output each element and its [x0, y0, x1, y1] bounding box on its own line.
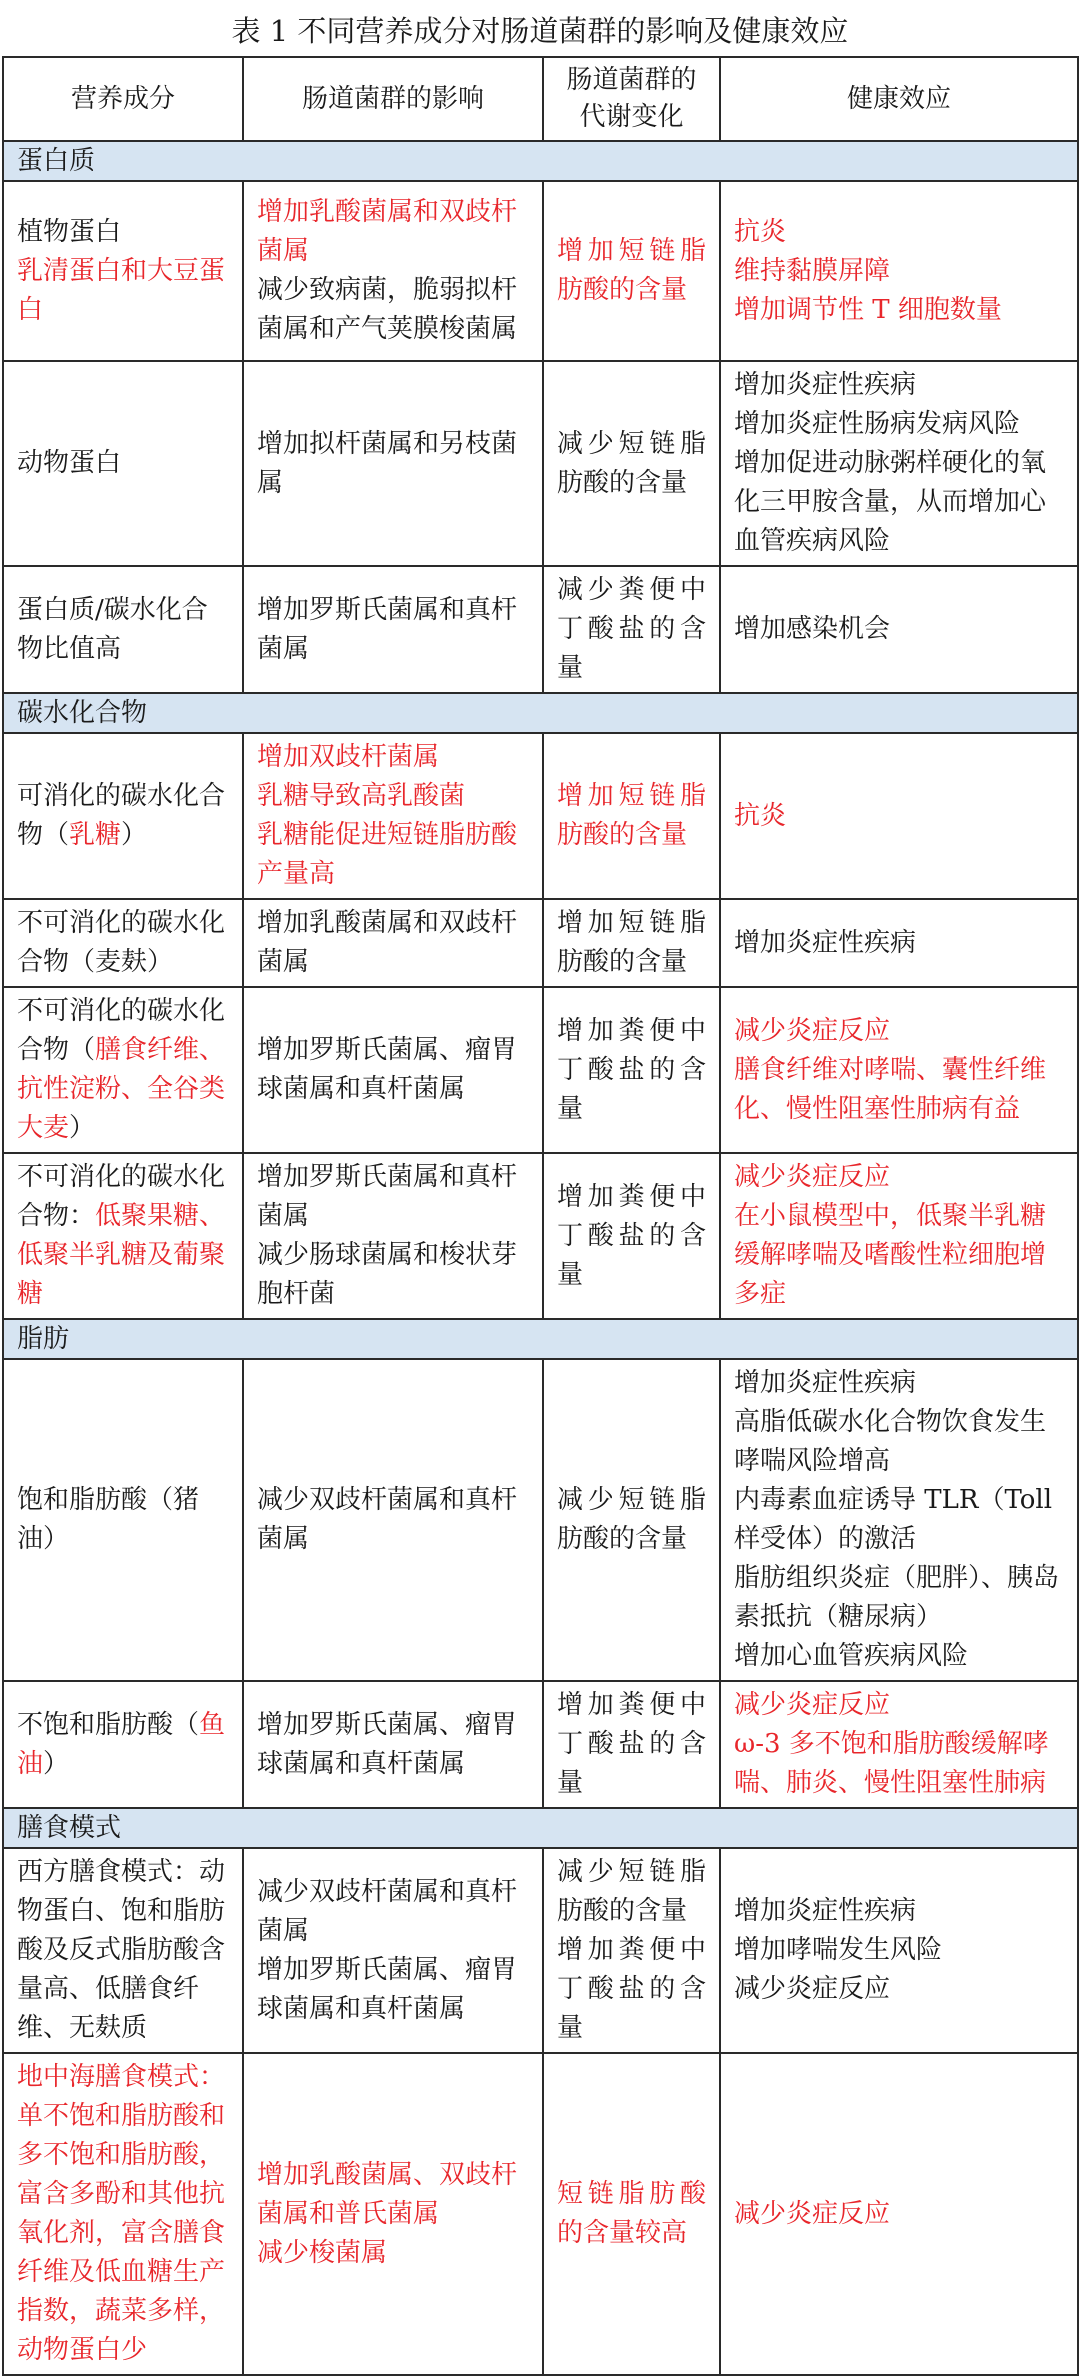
- cell-text: 减少双歧杆菌属和真杆菌属: [257, 1876, 518, 1946]
- section-title: 膳食模式: [3, 1808, 1078, 1848]
- cell-text: ）: [69, 1113, 96, 1143]
- cell-flora-effect: [243, 899, 543, 987]
- cell-text: 减少炎症反应: [734, 1015, 891, 1046]
- cell-text: 增加罗斯氏菌属、瘤胃球菌属和真杆菌属: [257, 1954, 518, 2024]
- cell-health-effect: [720, 361, 1078, 566]
- section-title: 蛋白质: [3, 141, 1078, 181]
- cell-flora-effect: [243, 181, 543, 361]
- cell-nutrient: [3, 181, 243, 361]
- cell-nutrient: [3, 1153, 243, 1319]
- cell-text: 低聚果糖、低聚半乳糖及葡聚糖: [17, 1201, 226, 1309]
- cell-text: 膳食纤维、抗性淀粉、全谷类大麦: [17, 1035, 226, 1143]
- table-row: [3, 733, 1078, 899]
- nutrition-table: [2, 56, 1079, 2376]
- cell-text: 不饱和脂肪酸（: [17, 1709, 200, 1740]
- cell-text: 增加乳酸菌属、双歧杆菌属和普氏菌属: [257, 2159, 518, 2229]
- table-caption: 表 1 不同营养成分对肠道菌群的影响及健康效应: [231, 14, 849, 48]
- cell-text: 动物蛋白: [17, 448, 122, 478]
- section-row: [3, 1319, 1078, 1359]
- header-flora-effect: 肠道菌群的影响: [243, 57, 543, 141]
- header-metabolic-change: 肠道菌群的 代谢变化: [543, 57, 720, 141]
- cell-nutrient: [3, 1681, 243, 1808]
- section-row: [3, 1808, 1078, 1848]
- table-row: [3, 2053, 1078, 2375]
- section-row: [3, 141, 1078, 181]
- cell-text: 增加哮喘发生风险: [734, 1935, 943, 1965]
- cell-text: 减少炎症反应: [734, 2198, 891, 2229]
- cell-flora-effect: [243, 1153, 543, 1319]
- cell-health-effect: [720, 2053, 1078, 2375]
- cell-text: 减少短链脂肪酸的含量: [557, 1857, 706, 1926]
- cell-nutrient: [3, 2053, 243, 2375]
- cell-health-effect: [720, 1153, 1078, 1319]
- cell-text: ）: [43, 1748, 70, 1779]
- cell-text: 乳糖能促进短链脂肪酸产量高: [257, 820, 518, 889]
- cell-metabolic-change: [543, 181, 720, 361]
- cell-text: 植物蛋白: [17, 216, 122, 247]
- cell-text: 增加炎症性疾病: [734, 370, 917, 400]
- cell-text: 增加心血管疾病风险: [734, 1641, 969, 1671]
- cell-text: 增加乳酸菌属和双歧杆菌属: [257, 908, 518, 977]
- cell-text: 增加短链脂肪酸的含量: [557, 781, 706, 850]
- cell-text: 鱼油: [17, 1709, 226, 1779]
- cell-text: 在小鼠模型中，低聚半乳糖缓解哮喘及嗜酸性粒细胞增多症: [734, 1201, 1047, 1309]
- cell-health-effect: [720, 733, 1078, 899]
- cell-text: 维持黏膜屏障: [734, 255, 891, 286]
- cell-text: 增加乳酸菌属和双歧杆菌属: [257, 197, 518, 266]
- table-row: [3, 1848, 1078, 2053]
- cell-text: 增加调节性 T 细胞数量: [734, 294, 1002, 325]
- cell-text: 减少粪便中丁酸盐的含量: [557, 575, 706, 683]
- cell-text: 增加粪便中丁酸盐的含量: [557, 1690, 706, 1798]
- cell-text: 蛋白质/碳水化合物比值高: [17, 594, 208, 664]
- cell-metabolic-change: [543, 899, 720, 987]
- cell-text: 不可消化的碳水化合物：: [17, 1162, 226, 1231]
- cell-text: 可消化的碳水化合物（: [17, 781, 226, 850]
- cell-metabolic-change: [543, 1153, 720, 1319]
- cell-flora-effect: [243, 361, 543, 566]
- cell-metabolic-change: [543, 1359, 720, 1681]
- cell-text: 减少肠球菌属和梭状芽胞杆菌: [257, 1240, 518, 1309]
- cell-text: 增加炎症性疾病: [734, 927, 917, 958]
- cell-text: 短链脂肪酸的含量较高: [557, 2179, 706, 2248]
- table-row: [3, 987, 1078, 1153]
- cell-health-effect: [720, 1681, 1078, 1808]
- cell-text: 增加促进动脉粥样硬化的氧化三甲胺含量，从而增加心血管疾病风险: [734, 448, 1047, 556]
- cell-text: 减少短链脂肪酸的含量: [557, 428, 706, 498]
- cell-flora-effect: [243, 987, 543, 1153]
- cell-nutrient: [3, 1359, 243, 1681]
- cell-text: 减少致病菌，脆弱拟杆菌属和产气荚膜梭菌属: [257, 275, 518, 344]
- cell-nutrient: [3, 899, 243, 987]
- header-health-effect: 健康效应: [720, 57, 1078, 141]
- cell-text: 乳糖导致高乳酸菌: [257, 781, 466, 811]
- cell-text: 增加短链脂肪酸的含量: [557, 908, 706, 977]
- section-row: [3, 693, 1078, 733]
- cell-metabolic-change: [543, 987, 720, 1153]
- cell-text: ω-3 多不饱和脂肪酸缓解哮喘、肺炎、慢性阻塞性肺病: [734, 1729, 1049, 1798]
- cell-text: 乳清蛋白和大豆蛋白: [17, 255, 226, 325]
- cell-flora-effect: [243, 2053, 543, 2375]
- cell-text: 增加炎症性疾病: [734, 1368, 917, 1398]
- section-title: 脂肪: [3, 1319, 1078, 1359]
- cell-text: 增加双歧杆菌属: [257, 742, 440, 772]
- cell-text: 增加粪便中丁酸盐的含量: [557, 1181, 706, 1290]
- cell-text: 高脂低碳水化合物饮食发生哮喘风险增高: [734, 1407, 1047, 1476]
- cell-text: 减少炎症反应: [734, 1974, 891, 2004]
- cell-text: 不可消化的碳水化合物（: [17, 996, 226, 1065]
- cell-metabolic-change: [543, 733, 720, 899]
- cell-text: 增加短链脂肪酸的含量: [557, 236, 706, 305]
- cell-metabolic-change: [543, 361, 720, 566]
- table-row: [3, 1681, 1078, 1808]
- cell-text: ）: [121, 820, 148, 850]
- cell-metabolic-change: [543, 1681, 720, 1808]
- cell-health-effect: [720, 987, 1078, 1153]
- cell-text: 增加罗斯氏菌属和真杆菌属: [257, 594, 518, 664]
- cell-nutrient: [3, 733, 243, 899]
- cell-metabolic-change: [543, 566, 720, 693]
- table-body: [3, 141, 1078, 2375]
- header-row: [3, 57, 1078, 141]
- cell-text: 减少梭菌属: [257, 2237, 388, 2268]
- cell-text: 增加粪便中丁酸盐的含量: [557, 1935, 706, 2043]
- cell-text: 减少短链脂肪酸的含量: [557, 1485, 706, 1554]
- cell-text: 减少炎症反应: [734, 1162, 891, 1192]
- cell-text: 西方膳食模式：动物蛋白、饱和脂肪酸及反式脂肪酸含量高、低膳食纤维、无麸质: [17, 1857, 226, 2043]
- cell-metabolic-change: [543, 2053, 720, 2375]
- cell-flora-effect: [243, 1848, 543, 2053]
- cell-nutrient: [3, 566, 243, 693]
- cell-text: 增加罗斯氏菌属、瘤胃球菌属和真杆菌属: [257, 1035, 518, 1104]
- cell-nutrient: [3, 1848, 243, 2053]
- cell-health-effect: [720, 899, 1078, 987]
- cell-text: 脂肪组织炎症（肥胖）、胰岛素抵抗（糖尿病）: [734, 1563, 1060, 1632]
- section-title: 碳水化合物: [3, 693, 1078, 733]
- table-row: [3, 1359, 1078, 1681]
- cell-text: 增加罗斯氏菌属和真杆菌属: [257, 1162, 518, 1231]
- table-row: [3, 181, 1078, 361]
- cell-text: 抗炎: [734, 216, 787, 247]
- cell-text: 减少炎症反应: [734, 1690, 891, 1720]
- cell-flora-effect: [243, 1359, 543, 1681]
- cell-flora-effect: [243, 566, 543, 693]
- cell-flora-effect: [243, 733, 543, 899]
- cell-text: 抗炎: [734, 800, 787, 831]
- cell-text: 增加感染机会: [734, 614, 891, 644]
- table-row: [3, 566, 1078, 693]
- cell-text: 增加粪便中丁酸盐的含量: [557, 1015, 706, 1124]
- cell-text: 增加炎症性疾病: [734, 1896, 917, 1926]
- cell-health-effect: [720, 566, 1078, 693]
- cell-health-effect: [720, 1848, 1078, 2053]
- table-row: [3, 1153, 1078, 1319]
- table-row: [3, 361, 1078, 566]
- cell-text: 增加罗斯氏菌属、瘤胃球菌属和真杆菌属: [257, 1709, 518, 1779]
- cell-flora-effect: [243, 1681, 543, 1808]
- cell-nutrient: [3, 987, 243, 1153]
- cell-text: 地中海膳食模式：单不饱和脂肪酸和多不饱和脂肪酸，富含多酚和其他抗氧化剂，富含膳食纤维及低血糖生产指数，蔬菜多样，动物蛋白少: [17, 2062, 226, 2365]
- cell-text: 饱和脂肪酸（猪油）: [17, 1485, 200, 1554]
- cell-text: 内毒素血症诱导 TLR（Toll 样受体）的激活: [734, 1485, 1053, 1554]
- cell-text: 增加炎症性肠病发病风险: [734, 409, 1021, 439]
- cell-text: 不可消化的碳水化合物（麦麸）: [17, 908, 226, 977]
- table-row: [3, 899, 1078, 987]
- cell-metabolic-change: [543, 1848, 720, 2053]
- cell-nutrient: [3, 361, 243, 566]
- cell-text: 乳糖: [69, 820, 122, 850]
- cell-health-effect: [720, 181, 1078, 361]
- cell-text: 增加拟杆菌属和另枝菌属: [257, 428, 518, 498]
- cell-health-effect: [720, 1359, 1078, 1681]
- cell-text: 膳食纤维对哮喘、囊性纤维化、慢性阻塞性肺病有益: [734, 1054, 1047, 1124]
- header-nutrient: 营养成分: [3, 57, 243, 141]
- cell-text: 减少双歧杆菌属和真杆菌属: [257, 1485, 518, 1554]
